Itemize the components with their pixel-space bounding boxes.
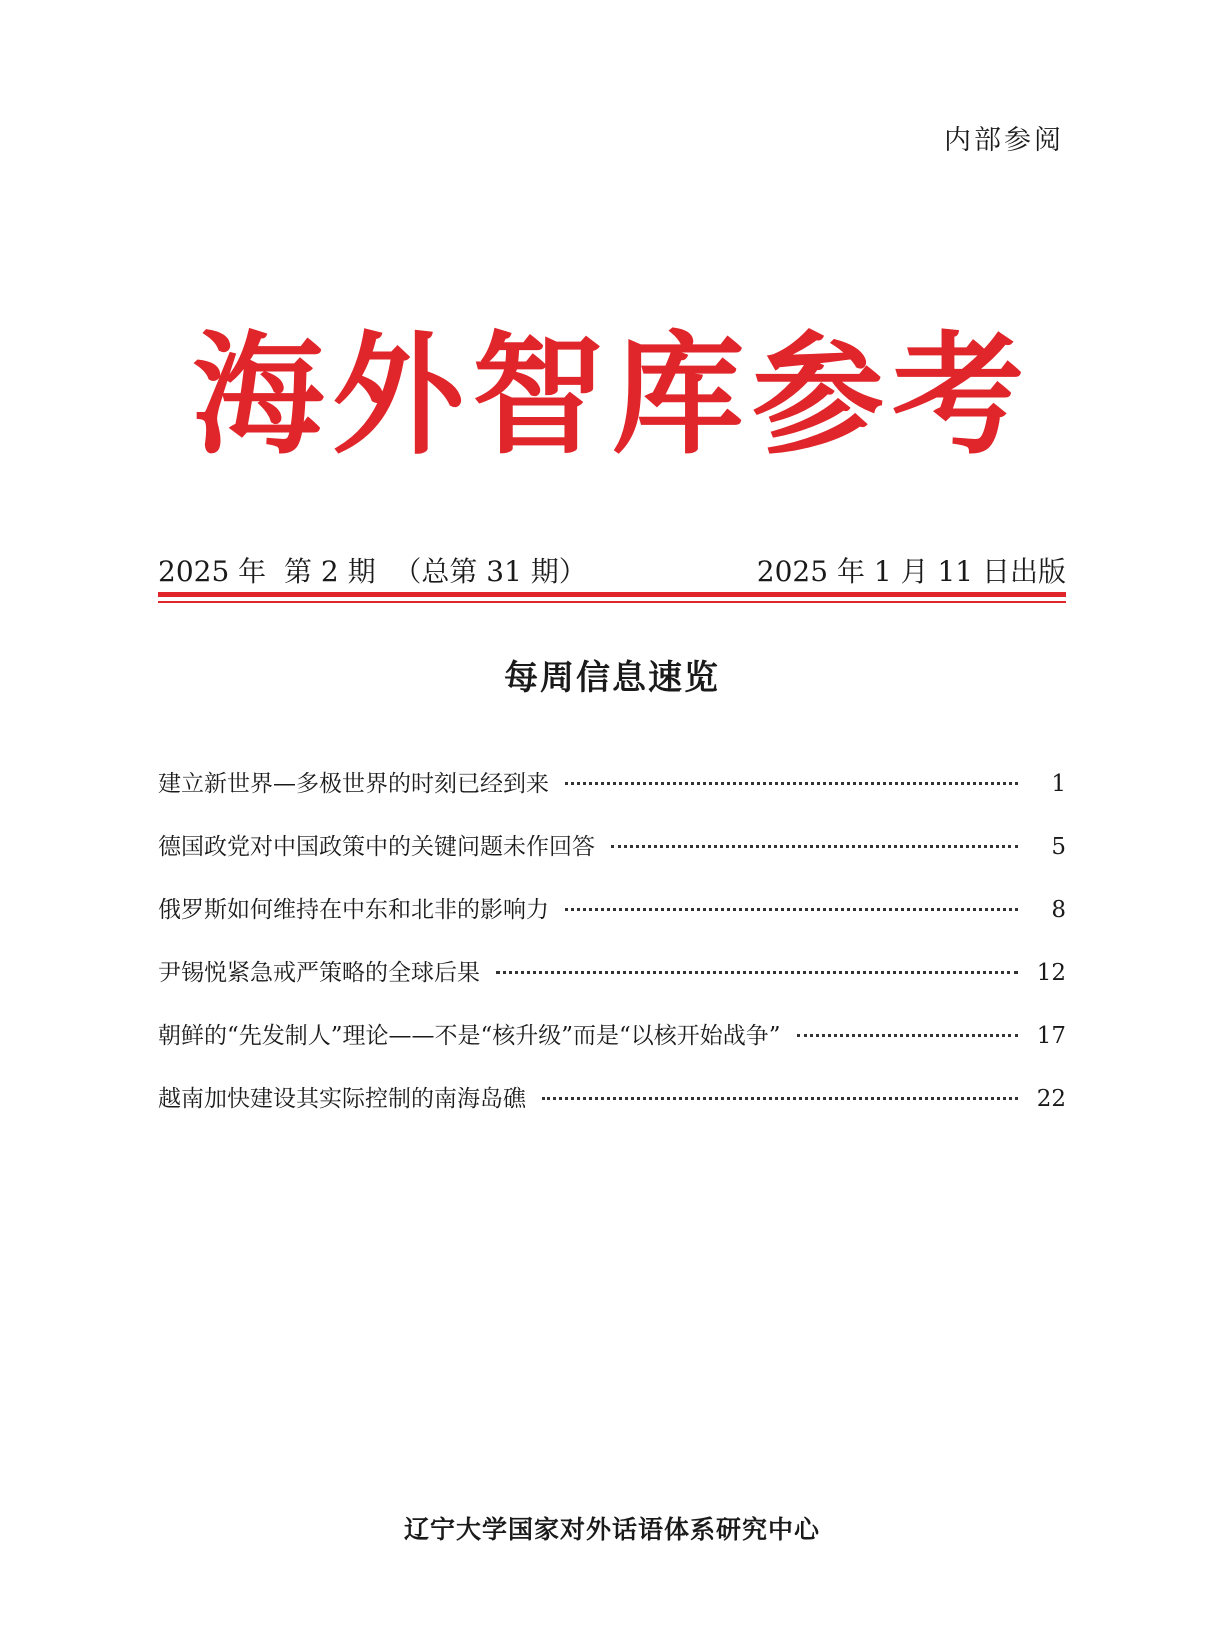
classification-label: 内部参阅 xyxy=(944,125,1064,156)
issue-number: 2025 年 第 2 期 （总第 31 期） xyxy=(158,555,587,588)
toc-leader-dots xyxy=(496,971,1018,974)
toc-leader-dots xyxy=(797,1034,1018,1037)
toc-leader-dots xyxy=(542,1097,1018,1100)
toc-item[interactable] xyxy=(158,1080,1066,1143)
header-rule-thick xyxy=(158,592,1066,597)
toc-item-page: 17 xyxy=(1036,1023,1066,1049)
toc-item[interactable] xyxy=(158,891,1066,954)
masthead-title: 海外智库参考 xyxy=(192,318,1032,473)
issue-info-bar xyxy=(158,550,1066,590)
header-rule-thin xyxy=(158,601,1066,603)
toc-item[interactable] xyxy=(158,954,1066,1017)
toc-item-page: 8 xyxy=(1051,897,1066,923)
toc-leader-dots xyxy=(565,782,1018,785)
table-of-contents xyxy=(158,765,1066,1143)
toc-item[interactable] xyxy=(158,1017,1066,1080)
toc-item-page: 1 xyxy=(1051,771,1066,797)
toc-item[interactable] xyxy=(158,765,1066,828)
publisher-name: 辽宁大学国家对外话语体系研究中心 xyxy=(403,1515,820,1544)
toc-item-page: 22 xyxy=(1036,1086,1066,1112)
toc-item-title: 越南加快建设其实际控制的南海岛礁 xyxy=(158,1086,526,1112)
toc-item-title: 尹锡悦紧急戒严策略的全球后果 xyxy=(158,960,480,986)
toc-item-page: 5 xyxy=(1051,834,1066,860)
toc-item-title: 朝鲜的“先发制人”理论——不是“核升级”而是“以核开始战争” xyxy=(158,1023,781,1049)
section-title: 每周信息速览 xyxy=(504,658,720,698)
toc-leader-dots xyxy=(565,908,1018,911)
toc-item-title: 德国政党对中国政策中的关键问题未作回答 xyxy=(158,834,595,860)
toc-item-page: 12 xyxy=(1036,960,1066,986)
toc-item[interactable] xyxy=(158,828,1066,891)
toc-item-title: 俄罗斯如何维持在中东和北非的影响力 xyxy=(158,897,549,923)
toc-leader-dots xyxy=(611,845,1018,848)
toc-item-title: 建立新世界—多极世界的时刻已经到来 xyxy=(158,771,549,797)
publication-date: 2025 年 1 月 11 日出版 xyxy=(756,555,1066,588)
